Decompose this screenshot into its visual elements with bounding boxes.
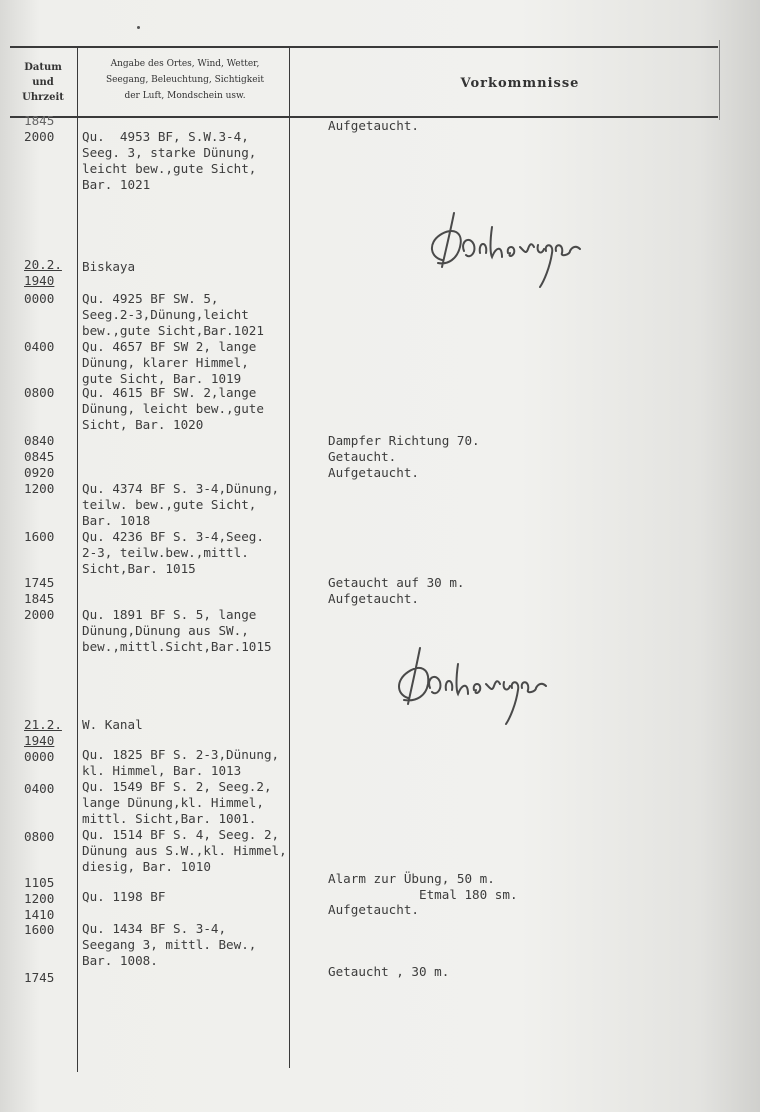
header-events: Vorkommnisse xyxy=(460,76,580,91)
column-divider-place xyxy=(289,48,290,1068)
entry-time: 1410 xyxy=(24,907,55,922)
column-divider-time xyxy=(77,48,78,1072)
entry-place: Qu. 1198 BF xyxy=(82,889,166,904)
entry-time: 1845 xyxy=(24,591,55,606)
entry-time: 0840 xyxy=(24,433,55,448)
entry-time: 0800 xyxy=(24,385,55,400)
entry-place: Qu. 1514 BF S. 4, Seeg. 2, Dünung aus S.W.,kl. Himmel, diesig, Bar. 1010 xyxy=(82,827,287,874)
entry-time: 0000 xyxy=(24,749,55,764)
entry-place: Qu. 4953 BF, S.W.3-4, Seeg. 3, starke Dünung, leicht bew.,gute Sicht, Bar. 1021 xyxy=(82,129,257,192)
section-date: 21.2. 1940 xyxy=(24,717,62,748)
section-location: W. Kanal xyxy=(82,717,143,732)
entry-place: Qu. 1549 BF S. 2, Seeg.2, lange Dünung,kl. Himmel, mittl. Sicht,Bar. 1001. xyxy=(82,779,272,826)
entry-time: 0845 xyxy=(24,449,55,464)
entry-place: Qu. 1825 BF S. 2-3,Dünung, kl. Himmel, Bar. 1013 xyxy=(82,747,280,778)
header-place-weather: Angabe des Ortes, Wind, Wetter, Seegang, Beleuchtung, Sichtigkeit der Luft, Mondschein usw. xyxy=(105,59,265,101)
paper-speck xyxy=(137,26,140,29)
header-date-time: Datum und Uhrzeit xyxy=(22,62,64,103)
entry-place: Qu. 4657 BF SW 2, lange Dünung, klarer Himmel, gute Sicht, Bar. 1019 xyxy=(82,339,257,386)
entry-event: Getaucht auf 30 m. xyxy=(328,575,465,590)
handwritten-signature xyxy=(388,640,558,735)
top-rule xyxy=(10,46,718,48)
entry-event: Dampfer Richtung 70. xyxy=(328,433,480,448)
entry-time: 1105 xyxy=(24,875,55,890)
entry-time: 2000 xyxy=(24,129,55,144)
entry-time: 1745 xyxy=(24,970,55,985)
entry-place: Qu. 4925 BF SW. 5, Seeg.2-3,Dünung,leicht bew.,gute Sicht,Bar.1021 xyxy=(82,291,264,338)
section-date: 20.2. 1940 xyxy=(24,257,62,288)
entry-event: Aufgetaucht. xyxy=(328,591,419,606)
entry-event: Aufgetaucht. xyxy=(328,902,419,917)
entry-place: Qu. 1891 BF S. 5, lange Dünung,Dünung aus SW., bew.,mittl.Sicht,Bar.1015 xyxy=(82,607,272,654)
entry-time: 1845 xyxy=(24,113,55,128)
entry-time: 1200 xyxy=(24,891,55,906)
entry-event: Getaucht , 30 m. xyxy=(328,964,450,979)
entry-event: Aufgetaucht. xyxy=(328,465,419,480)
entry-time: 1600 xyxy=(24,922,55,937)
entry-time: 0400 xyxy=(24,339,55,354)
entry-time: 0000 xyxy=(24,291,55,306)
entry-time: 1600 xyxy=(24,529,55,544)
entry-place: Qu. 4236 BF S. 3-4,Seeg. 2-3, teilw.bew.,mittl. Sicht,Bar. 1015 xyxy=(82,529,264,576)
entry-place: Qu. 4615 BF SW. 2,lange Dünung, leicht bew.,gute Sicht, Bar. 1020 xyxy=(82,385,264,432)
entry-time: 0800 xyxy=(24,829,55,844)
entry-time: 0920 xyxy=(24,465,55,480)
entry-place: Qu. 1434 BF S. 3-4, Seegang 3, mittl. Bew., Bar. 1008. xyxy=(82,921,257,968)
entry-event: Aufgetaucht. xyxy=(328,118,419,133)
entry-time: 0400 xyxy=(24,781,55,796)
entry-place: Qu. 4374 BF S. 3-4,Dünung, teilw. bew.,gute Sicht, Bar. 1018 xyxy=(82,481,280,528)
entry-event: Alarm zur Übung, 50 m. Etmal 180 sm. xyxy=(328,871,518,902)
entry-time: 1745 xyxy=(24,575,55,590)
entry-time: 2000 xyxy=(24,607,55,622)
entry-time: 1200 xyxy=(24,481,55,496)
entry-event: Getaucht. xyxy=(328,449,397,464)
handwritten-signature xyxy=(420,205,590,300)
section-location: Biskaya xyxy=(82,259,136,274)
